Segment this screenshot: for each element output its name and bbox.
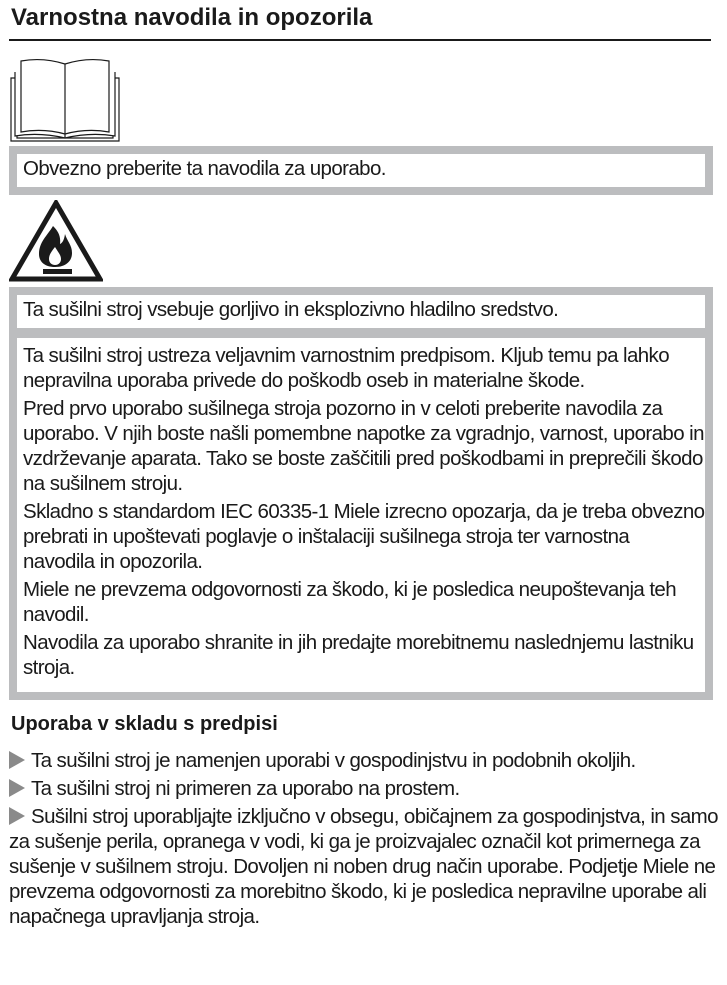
safety-paragraph: Skladno s standardom IEC 60335-1 Miele izrecno opozarja, da je treba obvezno prebrati in upoštevati poglavje o inštalaciji sušilnega stroja ter varnostna navodila in opozorila. — [23, 500, 705, 573]
safety-paragraph: Navodila za uporabo shranite in jih predajte morebitnemu naslednjemu lastniku stroja. — [23, 631, 694, 679]
list-item — [9, 804, 721, 929]
safety-paragraph: Miele ne prevzema odgovornosti za škodo, ki je posledica neupoštevanja teh navodil. — [23, 578, 677, 626]
section-heading: Uporaba v skladu s predpisi — [11, 713, 278, 735]
list-item-text: Ta sušilni stroj ni primeren za uporabo na prostem. — [31, 777, 460, 800]
open-book-icon — [9, 58, 121, 144]
safety-paragraph: Pred prvo uporabo sušilnega stroja pozorno in v celoti preberite navodila za uporabo. V njih boste našli pomembne napotke za vgradnjo, varnost, uporabo in vzdrževanje aparata. Tako se boste zaščitili pred poškodbami in preprečili škodo na sušilnem stroju. — [23, 397, 704, 495]
read-instructions-text: Obvezno preberite ta navodila za uporabo. — [23, 157, 386, 180]
box-separator — [9, 328, 713, 338]
list-item-text: Ta sušilni stroj je namenjen uporabi v gospodinjstvu in podobnih okoljih. — [31, 749, 636, 772]
list-item — [9, 748, 721, 773]
usage-list — [9, 748, 721, 932]
triangle-bullet-icon — [9, 779, 25, 797]
flammable-warning-icon — [9, 200, 103, 282]
read-instructions-notice — [9, 146, 713, 195]
triangle-bullet-icon — [9, 751, 25, 769]
page-title: Varnostna navodila in opozorila — [11, 4, 373, 31]
list-item-text: Sušilni stroj uporabljajte izključno v obsegu, običajnem za gospodinjstva, in samo za sušenje perila, opranega v vodi, ki ga je proizvajalec označil kot primernega za sušenje v sušilnem stroju. Dovoljen ni noben drug način uporabe. Podjetje Miele ne prevzema odgovornosti za morebitno škodo, ki je posledica nepravilne uporabe ali napačnega upravljanja stroja. — [9, 805, 718, 928]
flammable-refrigerant-text: Ta sušilni stroj vsebuje gorljivo in eksplozivno hladilno sredstvo. — [23, 298, 559, 321]
title-divider — [9, 39, 711, 41]
safety-paragraph: Ta sušilni stroj ustreza veljavnim varnostnim predpisom. Kljub temu pa lahko nepravilna uporaba privede do poškodb oseb in materialne škode. — [23, 344, 670, 392]
safety-information-box — [9, 338, 713, 700]
list-item — [9, 776, 721, 801]
triangle-bullet-icon — [9, 807, 25, 825]
